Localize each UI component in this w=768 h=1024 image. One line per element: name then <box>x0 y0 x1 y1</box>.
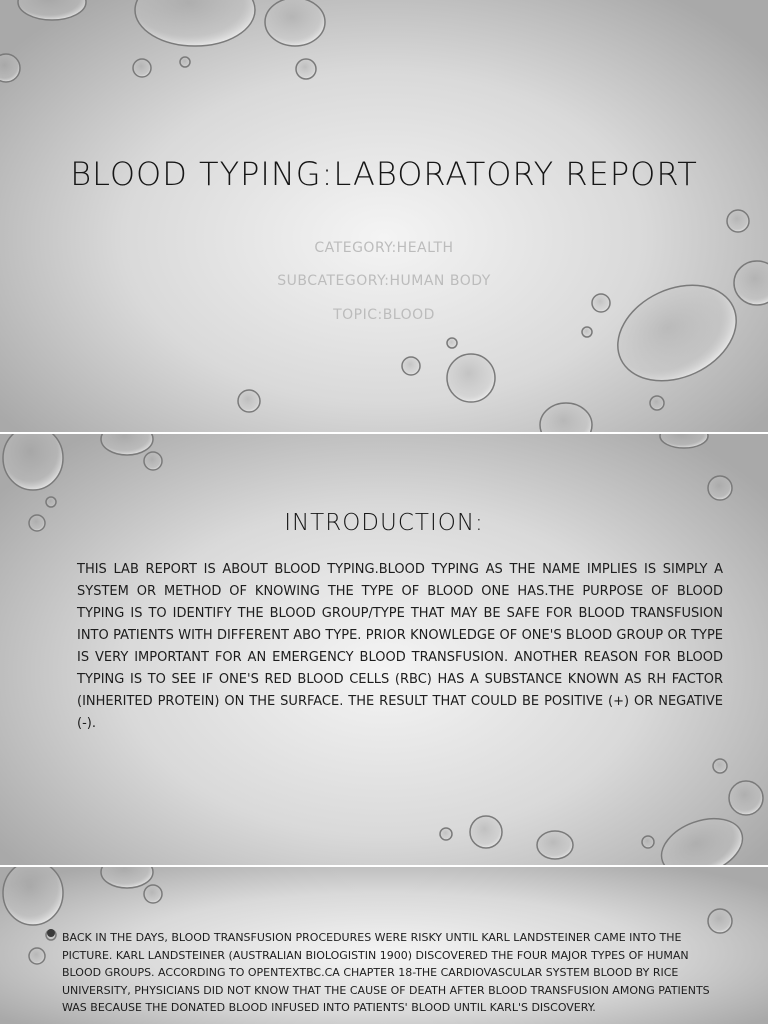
water-drops-decoration <box>0 0 768 432</box>
introduction-paragraph: THIS LAB REPORT IS ABOUT BLOOD TYPING.BLOOD TYPING AS THE NAME IMPLIES IS SIMPLY A SYSTEM OR METHOD OF KNOWING THE TYPE OF BLOOD ONE HAS.THE PURPOSE OF BLOOD TYPING IS TO IDENTIFY THE BLOOD GROUP/TYPE THAT MAY BE SAFE FOR BLOOD TRANSFUSION INTO PATIENTS WITH DIFFERENT ABO TYPE. PRIOR KNOWLEDGE OF ONE'S BLOOD GROUP OR TYPE IS VERY IMPORTANT FOR AN EMERGENCY BLOOD TRANSFUSION. ANOTHER REASON FOR BLOOD TYPING IS TO SEE IF ONE'S RED BLOOD CELLS (RBC) HAS A SUBSTANCE KNOWN AS RH FACTOR (INHERITED PROTEIN) ON THE SURFACE. THE RESULT THAT COULD BE POSITIVE (+) OR NEGATIVE (-). <box>77 562 723 731</box>
title-slide <box>0 0 768 432</box>
bullet-icon <box>47 929 55 937</box>
subcategory-label: SUBCATEGORY:HUMAN BODY <box>277 273 491 289</box>
history-paragraph: BACK IN THE DAYS, BLOOD TRANSFUSION PROCEDURES WERE RISKY UNTIL KARL LANDSTEINER CAME INTO THE PICTURE. KARL LANDSTEINER (AUSTRALIAN BIOLOGISTIN 1900) DISCOVERED THE FOUR MAJOR TYPES OF HUMAN BLOOD GROUPS. ACCORDING TO OPENTEXTBC.CA CHAPTER 18-THE CARDIOVASCULAR SYSTEM BLOOD BY RICE UNIVERSITY, PHYSICIANS DID NOT KNOW THAT THE CAUSE OF DEATH AFTER BLOOD TRANSFUSION AMONG PATIENTS WAS BECAUSE THE DONATED BLOOD INFUSED INTO PATIENTS' BLOOD UNTIL KARL'S DISCOVERY. <box>62 931 710 1014</box>
slide-title: BLOOD TYPING:LABORATORY REPORT <box>70 155 698 193</box>
category-label: CATEGORY:HEALTH <box>314 240 454 256</box>
topic-label: TOPIC:BLOOD <box>333 307 435 323</box>
slide-heading: INTRODUCTION: <box>284 510 484 536</box>
